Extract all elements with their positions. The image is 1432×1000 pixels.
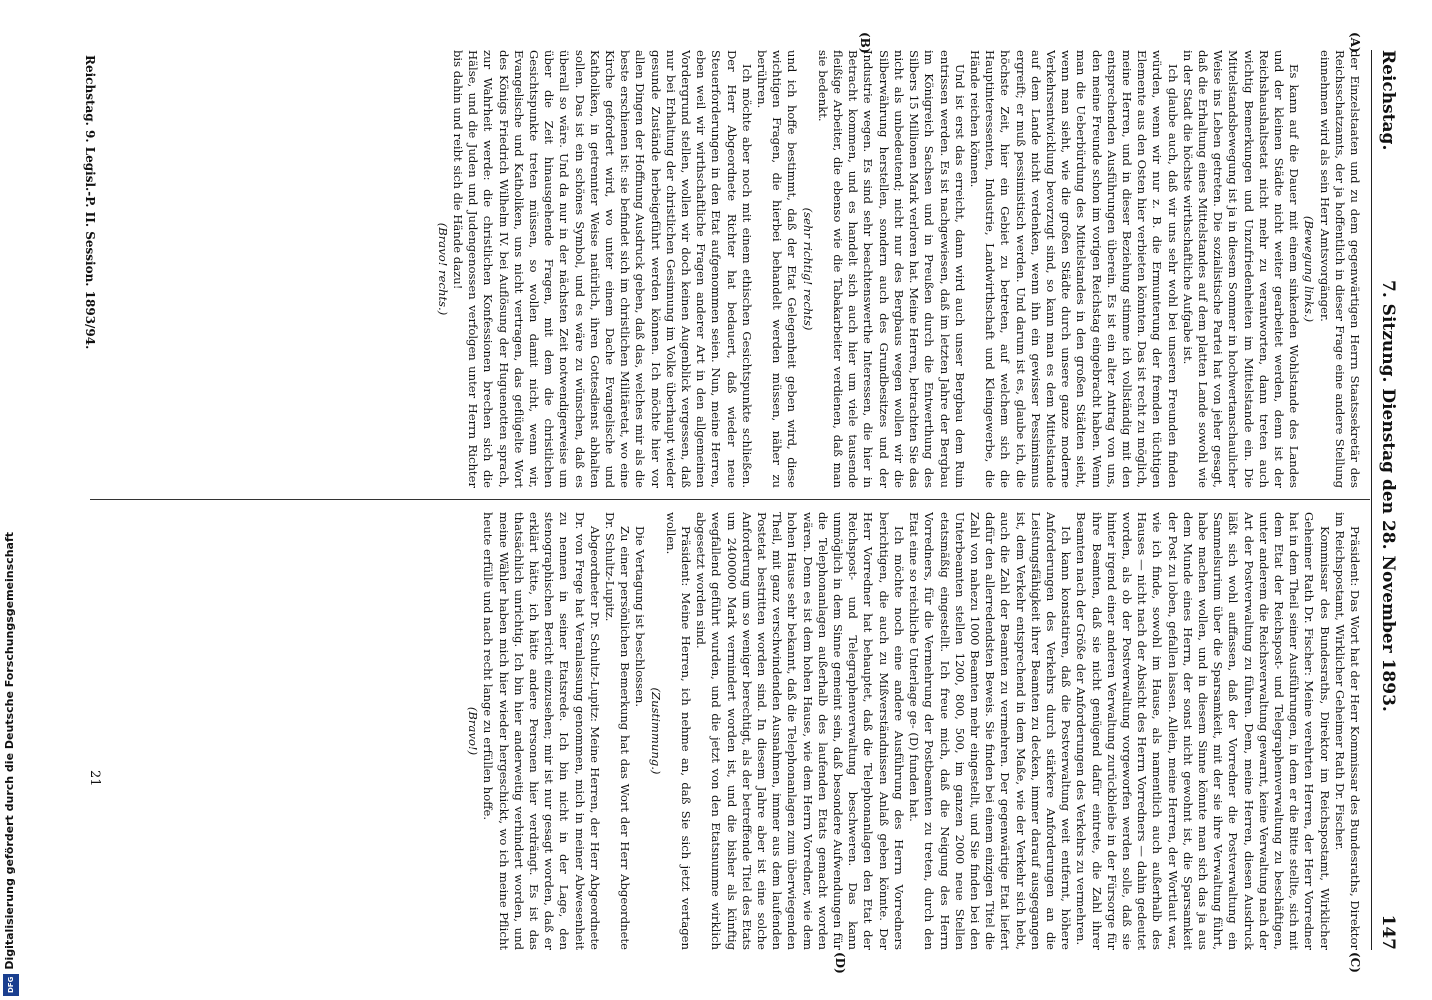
margin-mark-b: (B) (858, 32, 872, 54)
paragraph: Ich möchte aber noch mit einem ethischen Gesichtspunkte schließen. Der Herr Abgeordnete Richter hat bedauert, daß wieder neue Steuerforderungen in den Etat aufgenommen seien. Nun, meine Herren, eben weil wir wirthschaftliche Fragen anderer Art in den allgemeinen Vordergrund stellen, wollen wir doch keinen Augenblick vergessen, daß nur bei Erhaltung der christlichen Gesinnung im Volke überhaupt wieder gesunde Zustände herbeigeführt werden können. Ich möchte hier vor allen Dingen der Hoffnung Ausdruck geben, daß das, welches mir als die beste erschienen ist: sie befindet sich im christlichen Militäretat, wo eine Kirche gefordert wird, wo unter einem Dache Evangelische und Katholiken, in getrennter Weise natürlich, ihren Gottesdienst abhalten sollen. Das ist ein schönes Symbol, und es wäre zu wünschen, daß es überall so wäre. Und da nur in der nächsten Zeit notwendigerweise um über die Zeit hinausgehende Fragen, mit dem die christlichen Gesichtspunkte treten müssen, so wollen damit nicht, wenn wir, Evangelische und Katholiken, uns nicht vertragen, das geflügelte Wort des Königs Friedrich Wilhelm IV. bei Auflösung der Huguenotten sprach, zur Wahrheit werde: die christlichen Konfessionen brechen sich die Hälse, und die Juden und Judengenossen verfolgen unter Herrn Richter bis dahin und reibt sich die Hände dazu! (451, 50, 754, 488)
stage-direction: (Bravo!) (466, 706, 481, 756)
stage-direction: (Bewegung links.) (1302, 215, 1317, 323)
paragraph: Ich glaube auch, daß wir uns sehr wohl bei unseren Freunden finden würden, wenn wir nur z. B. die Ermunterung der fremden tüchtigen Elemente aus den Osten hier verbieten könnten. Das ist recht zu möglich, meine Herren, und in dieser Beziehung stimme ich vollständig mit den entsprechenden Ausführungen überein. Es ist ein alter Antrag von uns, den meine Freunde schon im vorigen Reichstag eingebracht haben. Wenn man die Ueberbürdung des Mittelstandes in den großen Städten sieht, wenn man sieht, wie die großen Städte durch unsere ganze moderne Verkehrsentwicklung bevorzugt sind, so kann man es dem Mittelstande auf dem Lande nicht verdenken, wenn ihn ein gewisser Pessimismus ergreift; er muß pessimistisch werden. Und darum ist es, glaube ich, die höchste Zeit, hier ein Gebiet zu betreten, auf welchem sich die Hauptinteressenten, Industrie, Landwirthschaft und Kleingewerbe, die Hände reichen können. (967, 50, 1180, 488)
paragraph: Abgeordneter Dr. Schultz-Lupitz: Meine Herren, der Herr Abgeordnete Dr. von Frege hat Veranlassung genommen, mich in meiner Abwesenheit zu nennen in seiner Etatsrede. Ich bin nicht in der Lage, den stenographischen Bericht einzusehen; mir ist nur gesagt worden, daß er erklärt hätte, ich hätte andere Personen hier verdrängt. Es ist das thatsächlich unrichtig. Ich bin hier anderweitig verhindert worden, und meine Wähler haben mich hier wieder hergeschickt, wo ich meine Pflicht heute erfülle und nach recht lange zu erfüllen hoffe. (481, 512, 602, 950)
dfg-logo-icon: DFG (3, 974, 19, 996)
header-center: 7. Sitzung. Dienstag den 28. November 1893. (1378, 280, 1398, 712)
digitization-sidebar (0, 0, 22, 1000)
paragraph: Präsident: Meine Herren, ich nehme an, daß Sie sich jetzt vertagen wollen. (663, 512, 694, 950)
header-left: Reichstag. (1378, 50, 1398, 151)
right-column (92, 512, 1362, 950)
paragraph: Ich möchte noch eine andere Ausführung des Herrn Vorredners berichtigen, die auch zu Mißverständnissen Anlaß geben könnte. Der Herr Vorredner hat behauptet, daß die Telephonanlagen den Etat der Reichspost- und Telegraphenverwaltung beschweren. Das kann unmöglich in dem Sinne gemeint sein, daß besondere Aufwendungen für die Telephonanlagen außerhalb des laufenden Etats gemacht worden wären. Denn es ist dem hohen Hause, wie dem Herrn Vorredner, wie dem hohen Hause sehr bekannt, daß die Telephonanlagen zum überwiegenden Theil, mit ganz verschwindenden Ausnahmen, immer aus dem laufenden Postetat bestritten worden sind. In diesem Jahre aber ist eine solche Anforderung um so weniger berechtigt, als der betreffende Titel des Etats um 2400000 Mark vermindert worden ist, und die bisher als künftig wegfallend geführt wurden, und die jetzt von den Etatsnumme wirklich abgesetzt worden sind. (694, 512, 906, 950)
stage-direction: (Bravo! rechts.) (435, 222, 450, 316)
paragraph: und ich hoffe bestimmt, daß der Etat Gelegenheit geben wird, diese wichtigen Fragen, die hierbei behandelt werden müssen, näher zu berühren. (755, 50, 800, 488)
margin-mark-c: (C) (1348, 952, 1362, 973)
paragraph: Zu einer persönlichen Bemerkung hat das Wort der Herr Abgeordnete Dr. Schultz-Lupitz. (603, 512, 633, 950)
left-column (92, 50, 1362, 488)
paragraph: Kommissar des Bundesraths, Direktor im Reichspostamt, Wirklicher Geheimer Rath Dr. Fischer: Meine verehrten Herren, der Herr Vorredner hat in dem Theil seiner Ausführungen, in dem er die Bitte stellte, sich mit dem Etat der Reichspost- und Telegraphenverwaltung zu beschäftigen, unter anderem die Reichsverwaltung gewarnt, keine Verwaltung nach der Art der Postverwaltung zu führen. Dem, meine Herren, diesen Ausdruck läßt sich wohl auffassen, daß der Vorredner die Postverwaltung ein Sammelsurium über die Sparsamkeit, mit der sie ihre Verwaltung führt, habe machen wollen, und in diesem Sinne könnte man sich das ja aus dem Munde eines Herrn, der sonst nicht gewohnt ist, die Sparsamkeit der Post zu loben, gefallen lassen. Allein, meine Herren, der Wortlaut war, wie ich finde, sowohl im Hause, als namentlich auch außerhalb des Hauses — nicht nach der Absicht des Herrn Vorredners — dahin gedeutet worden, als ob der Postverwaltung vorgeworfen werden solle, daß sie hinter irgend einer anderen Verwaltung zurückbleibe in der Fürsorge für ihre Beamten, daß sie nicht genügend dafür eintrete, die Zahl ihrer Beamten nach der Größe der Anforderungen des Verkehrs zu vermehren. (1074, 512, 1332, 950)
paragraph: Ich kann konstatiren, daß die Postverwaltung weit entfernt, höhere Anforderungen des Verkehrs durch stärkere Anforderungen an die Leistungsfähigkeit ihrer Beamten zu decken, immer darauf ausgegangen ist, dem Verkehr entsprechend in dem Maße, wie der Verkehr sich hebt, auch die Zahl der Beamten zu vermehren. Der gegenwärtige Etat liefert dafür den allerredendsten Beweis. Sie finden bei einem einzigen Titel die Zahl von nahezu 1000 Beamten mehr eingestellt, und Sie finden bei den Unterbeamten stellen 1200, 800, 500, im ganzen 2000 neue Stellen etatsmäßig eingestellt. Ich freue mich, daß die Neigung des Herrn Vorredners, für die Vermehrung der Postbeamten zu treten, durch den Etat eine so reichliche Unterlage ge- (D) funden hat. (907, 512, 1074, 950)
sheet-number: 21 (87, 770, 102, 787)
page-header (1374, 50, 1398, 950)
paragraph: der Einzelstaaten und zu dem gegenwärtigen Herrn Staatssekretär des Reichsschatzamts, der ja hoffentlich in dieser Frage eine andere Stellung einnehmen wird als sein Herr Amtsvorgänger. (1317, 50, 1362, 488)
stage-direction: (Zustimmung.) (648, 687, 663, 775)
paragraph: Die Vertagung ist beschlossen. (633, 526, 648, 708)
paragraph: Präsident: Das Wort hat der Herr Kommissar des Bundesraths, Direktor im Reichspostamt, Wirklicher Geheimer Rath Dr. Fischer. (1332, 512, 1362, 950)
funding-notice: Digitalisierung gefördert durch die Deutsche Forschungsgemeinschaft (3, 532, 16, 970)
header-rule (1371, 50, 1372, 950)
margin-mark-d: (D) (833, 952, 847, 974)
paragraph: Es kann auf die Dauer mit einem sinkenden Wohlstande des Landes und der kleinen Städte nicht weiter gearbeitet werden, denn ist der Reichshaushaltsetat nicht mehr zu verantworten, dann treten auch wichtig Bemerkungen und Unzufriedenheiten im Mittelstande ein. Die Mittelstandsbewegung ist ja in diesem Sommer in hochwertanschaulicher Weise ins Leben getreten. Die sozialistische Partei hat von jeher gesagt, daß die Erhaltung eines Mittelstandes auf dem platten Lande sowohl wie in der Stadt die höchste wirthschaftliche Aufgabe ist. (1180, 50, 1302, 488)
column-divider (90, 499, 1370, 500)
page-number: 147 (1378, 914, 1398, 950)
margin-mark-a: (A) (1348, 32, 1362, 53)
volume-footer: Reichstag. 9. Legisl.-P. II. Session. 1893/94. (83, 55, 97, 350)
paragraph: Und ist erst das erreicht, dann wird auch unser Bergbau dem Ruin entrissen werden. Es ist nachgewiesen, daß im letzten Jahre der Bergbau im Königreich Sachsen und in Preußen durch die Entwerthung des Silbers 15 Millionen Mark verloren hat. Meine Herren, betrachten Sie das nicht als unbedeutend; nicht nur des Bergbaus wegen wollen wir die Silberwährung herstellen, sondern auch des Grundbesitzes und der Industrie wegen. Es sind sehr beachtenswerthe Interessen, die hier in Betracht kommen, und es handelt sich auch hier um viele tausende fleißige Arbeiter, die ebenso wie die Tabakarbeiter verdienen, daß man sie bedenkt. (815, 50, 967, 488)
stage-direction: (sehr richtig! rechts) (800, 207, 815, 331)
